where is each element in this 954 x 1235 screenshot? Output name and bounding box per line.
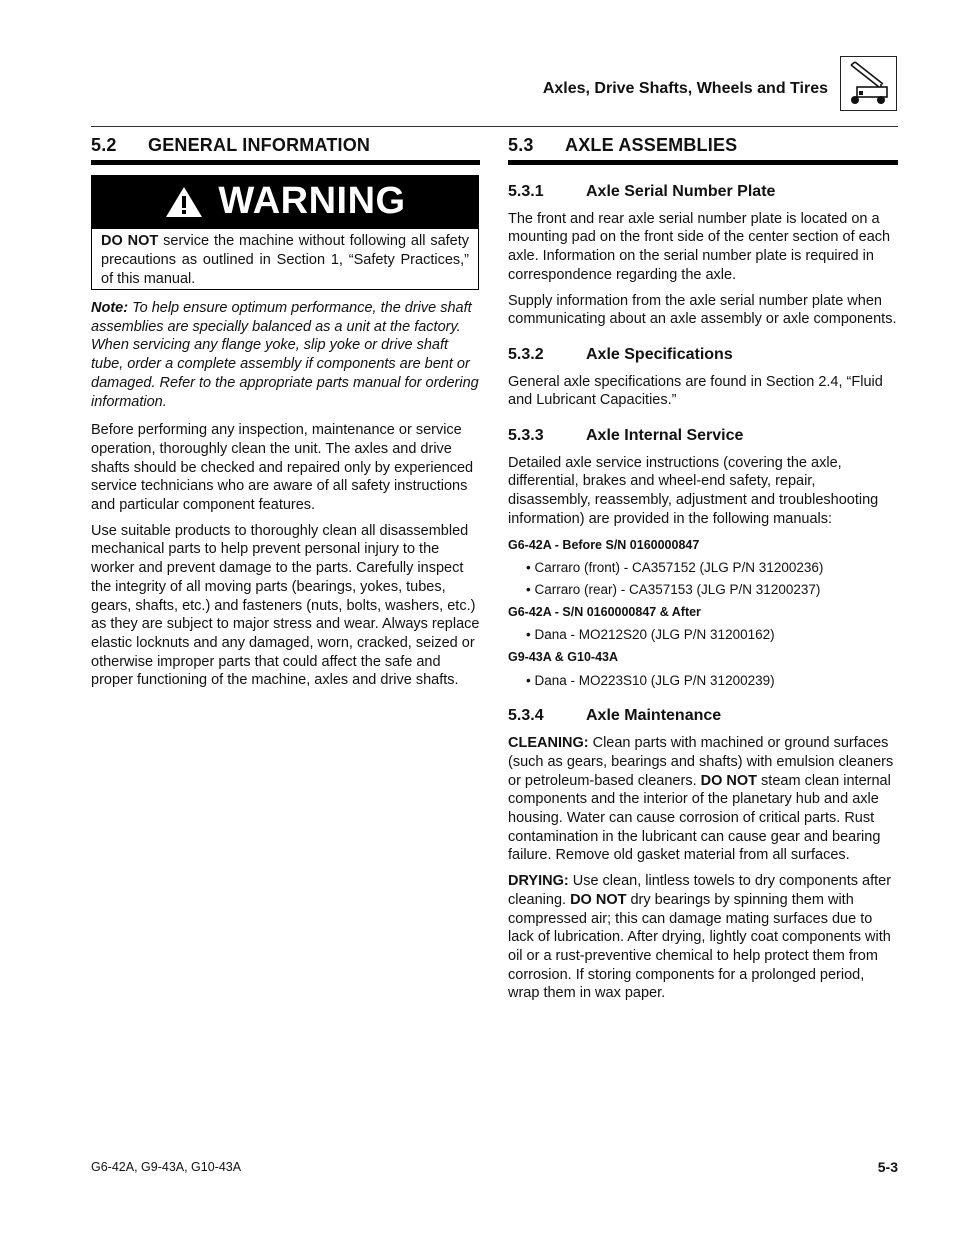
warning-message xyxy=(91,228,479,290)
warning-emphasis: DO NOT xyxy=(101,233,159,249)
warning-label: WARNING xyxy=(218,180,406,222)
section-title: GENERAL INFORMATION xyxy=(148,135,371,155)
manual-group-title: G6-42A - Before S/N 0160000847 xyxy=(508,537,700,552)
list-item: • Dana - MO212S20 (JLG P/N 31200162) xyxy=(526,627,775,643)
paragraph: General axle specifications are found in Section 2.4, “Fluid and Lubricant Capacities.” xyxy=(508,373,883,409)
drying-text: Use clean, lintless towels to dry components after cleaning. xyxy=(508,873,892,908)
paragraph: Supply information from the axle serial number plate when communicating about an axle assembly or axle components. xyxy=(508,292,897,328)
subsection-heading xyxy=(508,707,898,726)
cleaning-text: Clean parts with machined or ground surfaces (such as gears, bearings and shafts) with emulsion cleaners or petroleum-based cleaners. xyxy=(508,735,894,789)
paragraph: Use suitable products to thoroughly clean all disassembled mechanical parts to help prevent personal injury to the worker and prevent damage to the parts. Carefully inspect the integrity of all moving parts (bearings, yokes, tubes, gears, shafts, etc.) and fasteners (nuts, bolts, washers, etc.) as they are subject to major stress and wear. Always replace elastic locknuts and any damaged, worn, cracked, seized or otherwise improper parts that could affect the safe and proper functioning of the machine, axles and drive shafts. xyxy=(91,522,480,689)
drying-label: DRYING: xyxy=(508,873,569,890)
drying-text: dry bearings by spinning them with compressed air; this can damage mating surfaces due to lack of lubrication. After drying, lightly coat components with oil or a rust-preventive chemical to help protect them from corrosion. If storing components for a prolonged period, wrap them in wax paper. xyxy=(508,891,891,1002)
cleaning-paragraph xyxy=(508,734,898,865)
paragraph: The front and rear axle serial number plate is located on a mounting pad on the front side of the center section of each axle. Information on the serial number plate is required in correspondence regarding the axle. xyxy=(508,210,891,283)
manual-group-title: G6-42A - S/N 0160000847 & After xyxy=(508,604,701,619)
section-rule xyxy=(508,160,898,165)
cleaning-text: steam clean internal components and the interior of the planetary hub and axle housing. Water can cause corrosion of critical parts. Rust contamination in the lubricant can cause gear and bearing failure. Remove old gasket material from all surfaces. xyxy=(508,772,891,864)
machine-icon xyxy=(840,56,897,111)
drying-emphasis: DO NOT xyxy=(570,891,627,908)
subsection-heading xyxy=(508,346,898,365)
list-item: • Carraro (front) - CA357152 (JLG P/N 31200236) xyxy=(526,560,824,576)
section-rule xyxy=(91,160,480,165)
note-label: Note: xyxy=(91,300,129,316)
subsection-number: 5.3.4 xyxy=(508,707,544,725)
section-title: AXLE ASSEMBLIES xyxy=(565,135,738,155)
subsection-number: 5.3.3 xyxy=(508,427,544,445)
subsection-title: Axle Specifications xyxy=(586,345,733,363)
paragraph: Before performing any inspection, maintenance or service operation, thoroughly clean the unit. The axles and drive shafts should be checked and repaired only by experienced service technicians who are aware of all safety instructions and particular component features. xyxy=(91,422,474,514)
cleaning-emphasis: DO NOT xyxy=(700,772,758,789)
section-5-2-heading xyxy=(91,135,370,156)
subsection-title: Axle Maintenance xyxy=(586,707,722,725)
manual-group-title: G9-43A & G10-43A xyxy=(508,650,618,665)
page-header-title: Axles, Drive Shafts, Wheels and Tires xyxy=(542,80,828,97)
section-5-3-heading xyxy=(508,135,737,156)
paragraph: Detailed axle service instructions (covering the axle, differential, brakes and wheel-end safety, repair, disassembly, reassembly, adjustment and troubleshooting information) are provided in the following manuals: xyxy=(508,454,879,527)
warning-banner xyxy=(91,175,479,228)
page-number: 5-3 xyxy=(877,1159,898,1175)
left-column-body xyxy=(91,299,481,697)
note-paragraph xyxy=(91,299,481,411)
note-text: To help ensure optimum performance, the drive shaft assemblies are specially balanced as a unit at the factory. When servicing any flange yoke, slip yoke or drive shaft tube, order a complete assembly if components are bent or damaged. Refer to the appropriate parts manual for ordering information. xyxy=(91,300,479,410)
list-item: • Dana - MO223S10 (JLG P/N 31200239) xyxy=(526,672,775,688)
subsection-title: Axle Serial Number Plate xyxy=(586,183,776,200)
drying-paragraph xyxy=(508,872,898,1003)
warning-triangle-icon xyxy=(164,185,204,219)
right-column-body xyxy=(508,183,898,1010)
section-number: 5.2 xyxy=(91,135,117,155)
footer-models: G6-42A, G9-43A, G10-43A xyxy=(91,1160,242,1174)
subsection-title: Axle Internal Service xyxy=(586,427,744,445)
header-rule xyxy=(91,126,898,127)
subsection-heading xyxy=(508,183,898,202)
subsection-heading xyxy=(508,427,898,446)
list-item: • Carraro (rear) - CA357153 (JLG P/N 31200237) xyxy=(526,581,821,597)
subsection-number: 5.3.1 xyxy=(508,183,544,200)
warning-text: service the machine without following all safety precautions as outlined in Section 1, “Safety Practices,” of this manual. xyxy=(101,233,469,287)
cleaning-label: CLEANING: xyxy=(508,735,589,752)
subsection-number: 5.3.2 xyxy=(508,345,544,363)
section-number: 5.3 xyxy=(508,135,534,155)
